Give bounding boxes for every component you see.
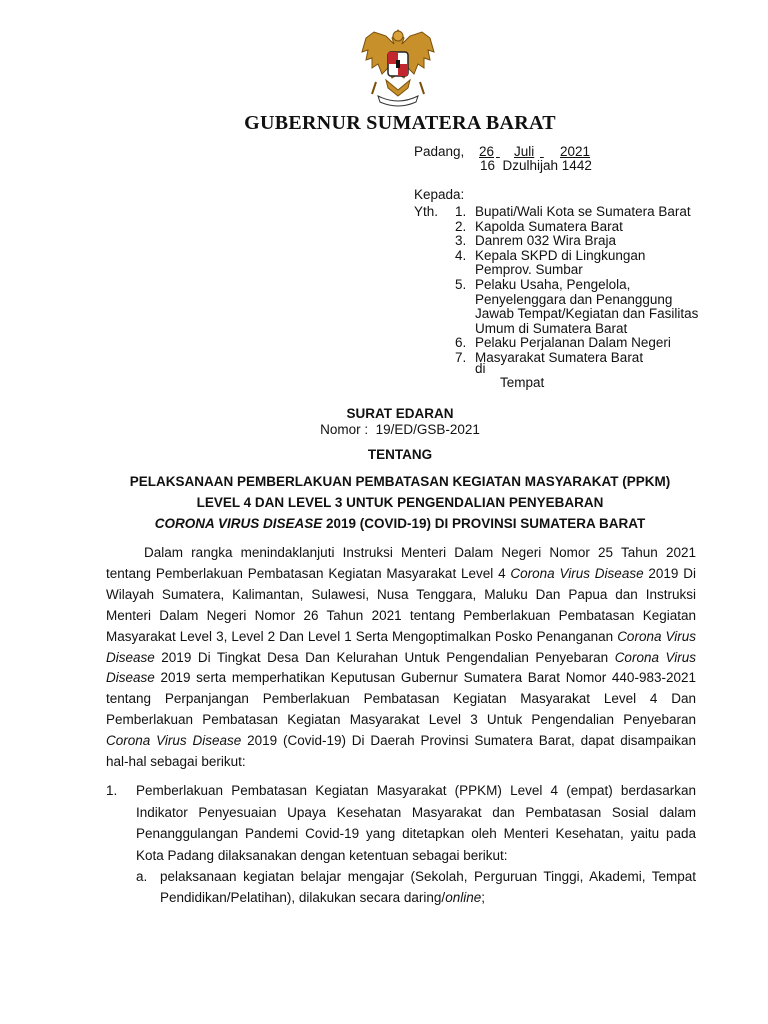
point-number: 1. [106, 783, 118, 798]
list-item: 4. Kepala SKPD di Lingkungan Pemprov. Sumbar [455, 247, 646, 278]
tempat-label: Tempat [500, 375, 545, 390]
opening-paragraph: Dalam rangka menindaklanjuti Instruksi Menteri Dalam Negeri Nomor 25 Tahun 2021 tentang Pemberlakuan Pembatasan Kegiatan Masyarakat Level 4 Corona Virus Disease 2019 Di Wilayah Sumatera, Kalimantan, Sulawesi, Nusa Tenggara, Maluku Dan Papua dan Instruksi Menteri Dalam Negeri Nomor 26 Tahun 2021 tentang Pemberlakuan Pembatasan Kegiatan Masyarakat Level 3, Level 2 Dan Level 1 Serta Mengoptimalkan Posko Penanganan Corona Virus Disease 2019 Di Tingkat Desa Dan Kelurahan Untuk Pengendalian Penyebaran Corona Virus Disease 2019 serta memperhatikan Keputusan Gubernur Sumatera Barat Nomor 440-983-2021 tentang Perpanjangan Pemberlakuan Pembatasan Kegiatan Masyarakat Level 4 Dan Pemberlakuan Pembatasan Kegiatan Masyarakat Level 3 Untuk Pengendalian Penyebaran Corona Virus Disease 2019 (Covid-19) Di Daerah Provinsi Sumatera Barat, dapat disampaikan hal-hal sebagai berikut: [106, 545, 696, 770]
subject-line-2: LEVEL 4 DAN LEVEL 3 UNTUK PENGENDALIAN PENYEBARAN [196, 495, 604, 510]
date-day: 26 [479, 144, 495, 159]
date-month: Juli [514, 144, 535, 159]
recipient-list [455, 205, 715, 366]
hijri-date: 16 Dzulhijah 1442 [480, 158, 592, 173]
garuda-emblem [356, 22, 440, 108]
subject-line-3: CORONA VIRUS DISEASE 2019 (COVID-19) DI PROVINSI SUMATERA BARAT [154, 516, 646, 531]
sub-point-letter: a. [136, 869, 148, 884]
subject-line-1: PELAKSANAAN PEMBERLAKUAN PEMBATASAN KEGIATAN MASYARAKAT (PPKM) [129, 474, 671, 489]
yth-label: Yth. [414, 204, 439, 219]
list-item: 5. Pelaku Usaha, Pengelola, Penyelenggara dan Penanggung Jawab Tempat/Kegiatan dan Fasilitas Umum di Sumatera Barat [455, 276, 699, 336]
point-text: Pemberlakuan Pembatasan Kegiatan Masyarakat (PPKM) Level 4 (empat) berdasarkan Indikator Penyesuaian Upaya Kesehatan Masyarakat dan Pembatasan Sosial dalam Penanggulangan Pandemi Covid-19 yang ditetapkan oleh Menteri Kesehatan, yaitu pada Kota Padang dilaksanakan dengan ketentuan sebagai berikut: [136, 783, 696, 863]
letter-type: SURAT EDARAN [346, 406, 454, 421]
list-item: 6. Pelaku Perjalanan Dalam Negeri [455, 335, 671, 351]
list-item: 3. Danrem 032 Wira Braja [455, 233, 617, 249]
governor-title: GUBERNUR SUMATERA BARAT [244, 112, 556, 134]
list-item: 7. Masyarakat Sumatera Barat [455, 349, 644, 365]
list-item: 2. Kapolda Sumatera Barat [455, 218, 623, 234]
point-1 [106, 780, 696, 866]
letter-number: Nomor : 19/ED/GSB-2021 [320, 422, 480, 437]
list-item: 1. Bupati/Wali Kota se Sumatera Barat [455, 204, 691, 219]
date-city: Padang, [414, 144, 465, 159]
sub-point-text: pelaksanaan kegiatan belajar mengajar (Sekolah, Perguruan Tinggi, Akademi, Tempat Pendidikan/Pelatihan), dilakukan secara daring/online; [160, 869, 696, 905]
di-label: di [475, 361, 486, 376]
kepada-label: Kepada: [414, 187, 465, 202]
point-1a [136, 866, 696, 908]
tentang-heading: TENTANG [367, 447, 433, 462]
date-year: 2021 [560, 144, 591, 159]
